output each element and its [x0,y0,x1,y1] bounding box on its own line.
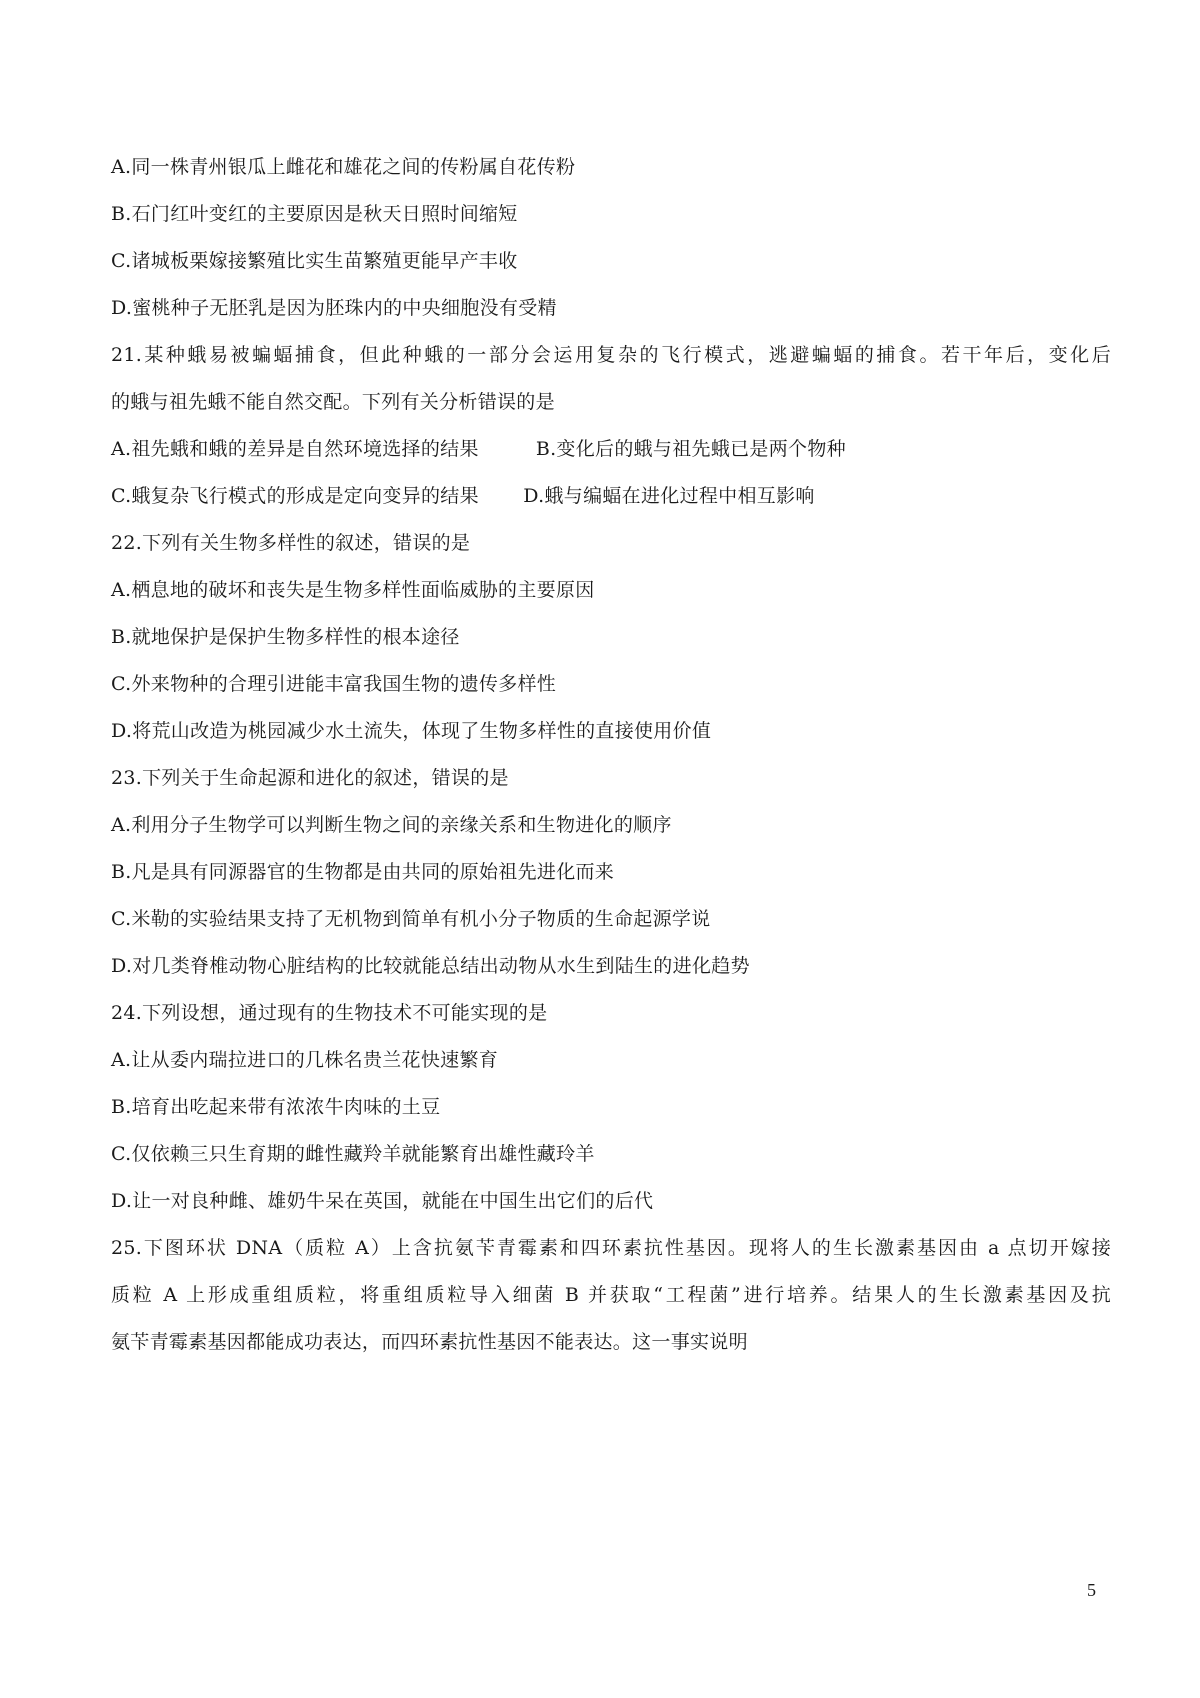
q22-option-d: D.将荒山改造为桃园减少水土流失，体现了生物多样性的直接使用价值 [111,720,712,742]
q24-option-b: B.培育出吃起来带有浓浓牛肉味的土豆 [111,1096,441,1118]
q20-option-b: B.石门红叶变红的主要原因是秋天日照时间缩短 [111,203,518,225]
q21-options-ab: A.祖先蛾和蛾的差异是自然环境选择的结果 B.变化后的蛾与祖先蛾已是两个物种 [111,438,846,460]
q22-stem: 22.下列有关生物多样性的叙述，错误的是 [111,532,471,554]
q24-stem: 24.下列设想，通过现有的生物技术不可能实现的是 [111,1002,548,1024]
q24-option-c: C.仅依赖三只生育期的雌性藏羚羊就能繁育出雄性藏玲羊 [111,1143,595,1165]
q20-option-c: C.诸城板栗嫁接繁殖比实生苗繁殖更能早产丰收 [111,250,518,272]
q25-stem-line-1: 25.下图环状 DNA（质粒 A）上含抗氨苄青霉素和四环素抗性基因。现将人的生长激素基因由 a 点切开嫁接 [111,1237,1111,1259]
q21-stem-line-2: 的蛾与祖先蛾不能自然交配。下列有关分析错误的是 [111,391,555,413]
q25-stem-line-3: 氨苄青霉素基因都能成功表达，而四环素抗性基因不能表达。这一事实说明 [111,1331,748,1353]
q23-option-b: B.凡是具有同源器官的生物都是由共同的原始祖先进化而来 [111,861,615,883]
q25-stem-line-2: 质粒 A 上形成重组质粒，将重组质粒导入细菌 B 并获取“工程菌”进行培养。结果人的生长激素基因及抗 [111,1284,1111,1306]
q23-option-d: D.对几类脊椎动物心脏结构的比较就能总结出动物从水生到陆生的进化趋势 [111,955,750,977]
q23-stem: 23.下列关于生命起源和进化的叙述，错误的是 [111,767,509,789]
q22-option-c: C.外来物种的合理引进能丰富我国生物的遗传多样性 [111,673,557,695]
q23-option-c: C.米勒的实验结果支持了无机物到简单有机小分子物质的生命起源学说 [111,908,711,930]
q21-options-cd: C.蛾复杂飞行模式的形成是定向变异的结果 D.蛾与编蝠在进化过程中相互影响 [111,485,815,507]
q20-option-a: A.同一株青州银瓜上雌花和雄花之间的传粉属自花传粉 [111,156,576,178]
q21-stem-line-1: 21.某种蛾易被蝙蝠捕食，但此种蛾的一部分会运用复杂的飞行模式，逃避蝙蝠的捕食。若干年后，变化后 [111,344,1111,366]
q20-option-d: D.蜜桃种子无胚乳是因为胚珠内的中央细胞没有受精 [111,297,557,319]
q22-option-b: B.就地保护是保护生物多样性的根本途径 [111,626,460,648]
q24-option-d: D.让一对良种雌、雄奶牛呆在英国，就能在中国生出它们的后代 [111,1190,654,1212]
q22-option-a: A.栖息地的破坏和丧失是生物多样性面临威胁的主要原因 [111,579,595,601]
page-number: 5 [1087,1580,1096,1600]
q24-option-a: A.让从委内瑞拉进口的几株名贵兰花快速繁育 [111,1049,499,1071]
q23-option-a: A.利用分子生物学可以判断生物之间的亲缘关系和生物进化的顺序 [111,814,672,836]
